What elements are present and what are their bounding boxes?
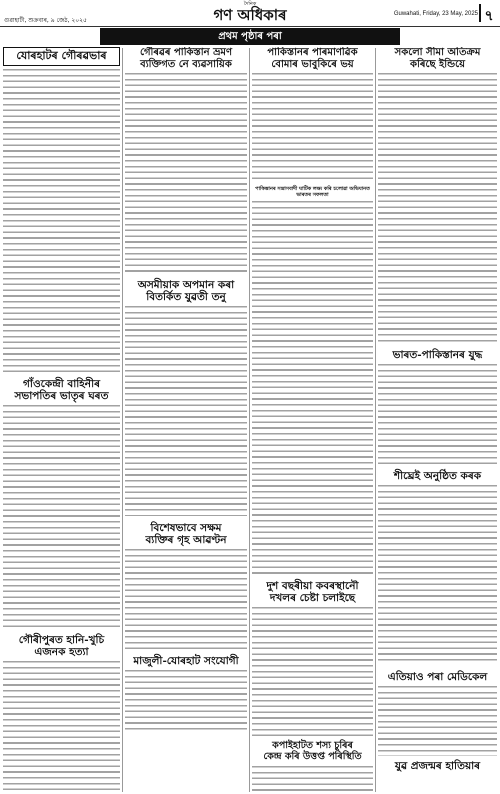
headline-jorhat: যোৰহাটৰ গৌৰৱভাৰ: [3, 47, 120, 66]
headline-line: গৌৰীপুৰত হানি-খুচি: [18, 633, 105, 646]
article-body: [378, 485, 497, 665]
article-body: [252, 201, 373, 576]
headline-gauripur: [3, 634, 120, 658]
masthead: [0, 0, 500, 27]
article-body: [252, 607, 373, 737]
headline-tanu: [125, 279, 247, 303]
headline-cemetery: [252, 580, 373, 604]
headline-line: সকলো সীমা অতিক্ৰম: [394, 47, 481, 58]
headline-line: পাকিস্তানৰ পাৰমাণৱিক: [267, 47, 358, 58]
inline-bold-paragraph: পাকিস্তানৰ সন্ত্ৰাসবাদী ঘাটিক লক্ষ্য কৰি চলোৱা অভিযানত ভাৰতৰ সফলতা: [255, 186, 370, 198]
logo-tagline: দৈনিক: [243, 1, 257, 7]
article-body: [3, 661, 120, 791]
headline-gaurav-pakistan: [125, 47, 247, 70]
headline-line: বোমাৰ ভাবুকিৰে ভয়: [271, 58, 354, 70]
article-body: [3, 405, 120, 630]
newspaper-logo: [180, 1, 320, 23]
article-body: [125, 306, 247, 516]
article-body: [378, 364, 497, 464]
headline-line: ব্যক্তিগত নে ব্যৱসায়িক: [140, 58, 232, 70]
article-body: [378, 73, 497, 343]
article-body: [252, 766, 373, 792]
column-rule: [122, 48, 123, 792]
headline-housing: [125, 522, 247, 546]
headline-soon: শীঘ্ৰেই অনুষ্ঠিত কৰক: [393, 470, 482, 483]
headline-line: এজনক হত্যা: [34, 645, 89, 658]
section-banner: প্ৰথম পৃষ্ঠাৰ পৰা: [100, 28, 400, 45]
masthead-date-english: Guwahati, Friday, 23 May, 2025: [393, 11, 478, 17]
headline-medical: এতিয়াও পৰা মেডিকেল: [387, 671, 488, 684]
article-body: [125, 549, 247, 649]
headline-india-limits: [378, 47, 497, 70]
headline-gaonkendri: [3, 378, 120, 402]
column-rule: [249, 48, 250, 792]
headline-youth: যুৱ প্ৰজন্মৰ হাতিয়াৰ: [394, 760, 481, 773]
column-3: [252, 47, 373, 792]
headline-indo-pak-war: ভাৰত-পাকিস্তানৰ যুদ্ধ: [392, 349, 483, 361]
headline-line: দুশ বছৰীয়া কবৰস্থানৌ: [266, 580, 359, 592]
headline-line: কেন্দ্ৰ কৰি উত্তপ্ত পৰিস্থিতি: [263, 751, 362, 763]
page-number: ৭: [479, 4, 497, 22]
column-2: [125, 47, 247, 792]
headline-kapaihat: [252, 741, 373, 763]
headline-line: সভাপতিৰ ভাতৃৰ ঘৰত: [14, 389, 109, 402]
logo-title: গণ অধিকাৰ: [213, 6, 287, 24]
headline-line: কৰিছে ইন্ডিয়ে: [409, 58, 465, 70]
masthead-date-assamese: গুৱাহাটী, শুক্ৰবাৰ, ৯ জেঠ, ২০২৫: [4, 17, 87, 24]
headline-line: ব্যক্তিৰ গৃহ আৱণ্টন: [145, 534, 227, 547]
article-body: [125, 73, 247, 273]
column-rule: [375, 48, 376, 792]
column-1: [3, 47, 120, 792]
headline-line: বিশেষভাবে সক্ষম: [150, 522, 222, 535]
headline-line: বিতৰ্কিত যুৱতী তনু: [146, 291, 226, 304]
article-body: [125, 670, 247, 730]
article-body: [252, 73, 373, 183]
headline-majuli: মাজুলী-যোৰহাট সংযোগী: [133, 655, 239, 668]
headline-line: কপাইহাটত শস্য চুৰিৰ: [272, 740, 353, 752]
column-4: [378, 47, 497, 792]
headline-line: অসমীয়াক অপমান কৰা: [137, 279, 235, 291]
article-body: [378, 686, 497, 756]
headline-line: দখলৰ চেষ্টা চলাইছে: [269, 592, 356, 605]
headline-line: গৌৰৱৰ পাকিস্তান ভ্ৰমণ: [139, 47, 233, 58]
article-body: [3, 69, 120, 374]
headline-line: গাঁওকেন্দ্ৰী বাহিনীৰ: [23, 377, 100, 390]
headline-nuclear: [252, 47, 373, 70]
